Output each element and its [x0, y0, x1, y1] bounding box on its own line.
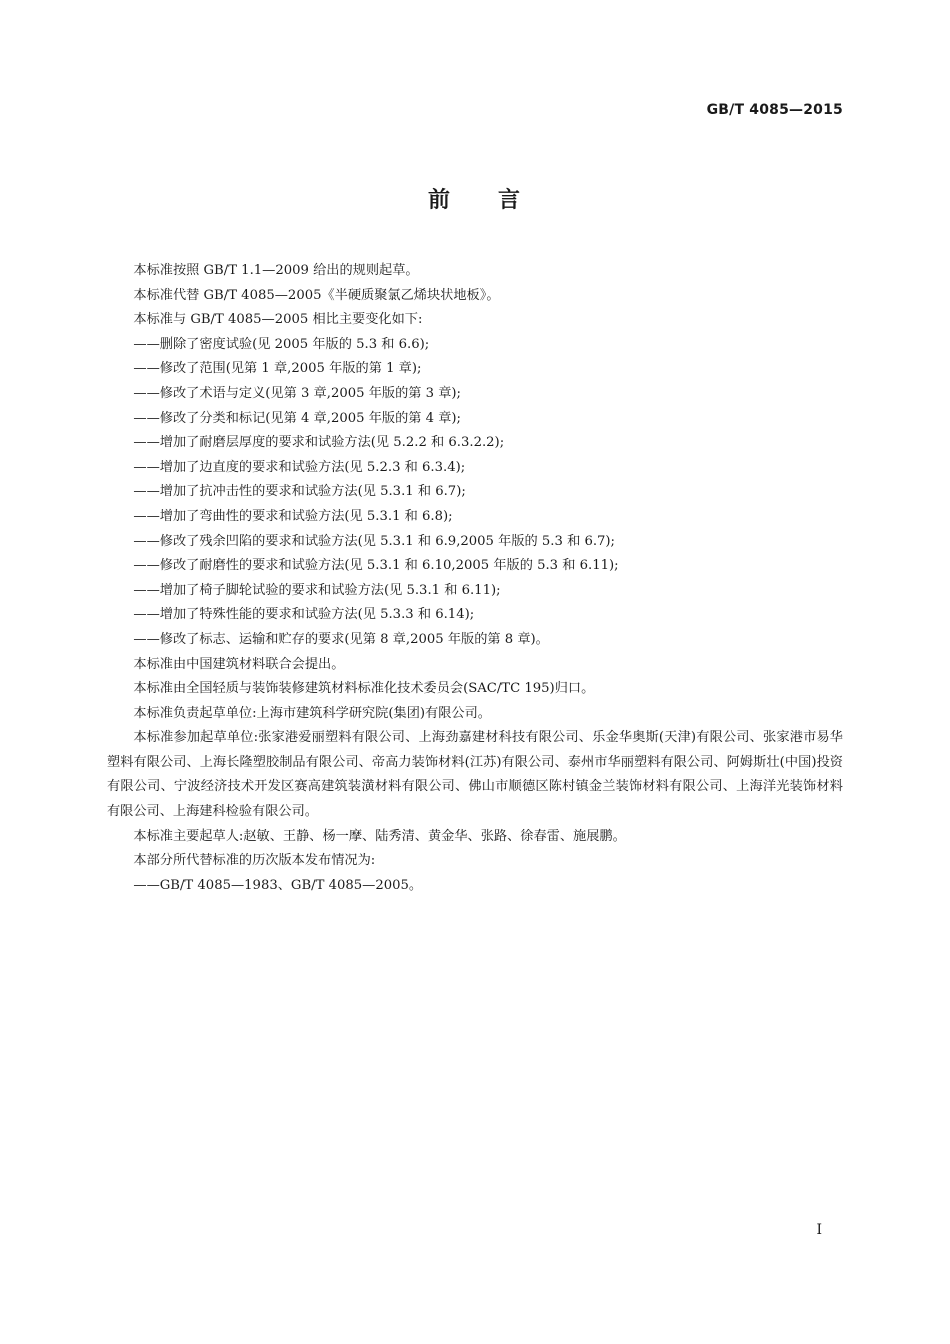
change-item: ——修改了范围(见第 1 章,2005 年版的第 1 章); [133, 361, 422, 377]
change-item: ——修改了标志、运输和贮存的要求(见第 8 章,2005 年版的第 8 章)。 [133, 631, 549, 647]
title-char-1: 前 [427, 188, 452, 213]
page-number: I [816, 1222, 822, 1238]
page-title [0, 183, 950, 214]
paragraph-lead-drafter: 本标准负责起草单位:上海市建筑科学研究院(集团)有限公司。 [133, 705, 491, 721]
standard-number: GB/T 4085—2015 [706, 102, 843, 118]
paragraph-participating-drafters: 本标准参加起草单位:张家港爱丽塑料有限公司、上海劲嘉建材科技有限公司、乐金华奥斯(天津)有限公司、张家港市易华塑料有限公司、上海长隆塑胶制品有限公司、帝高力装饰材料(江苏)有限公司、泰州市华丽塑料有限公司、阿姆斯壮(中国)投资有限公司、宁波经济技术开发区赛高建筑装潢材料有限公司、佛山市顺德区陈村镇金兰装饰材料有限公司、上海洋光装饰材料有限公司、上海建科检验有限公司。 [107, 730, 843, 820]
foreword-body [107, 259, 843, 898]
change-item: ——修改了分类和标记(见第 4 章,2005 年版的第 4 章); [133, 410, 461, 426]
paragraph-changes-intro: 本标准与 GB/T 4085—2005 相比主要变化如下: [133, 312, 423, 328]
change-item: ——增加了边直度的要求和试验方法(见 5.2.3 和 6.3.4); [133, 459, 466, 475]
change-item: ——增加了耐磨层厚度的要求和试验方法(见 5.2.2 和 6.3.2.2); [133, 435, 505, 451]
change-item: ——删除了密度试验(见 2005 年版的 5.3 和 6.6); [133, 336, 430, 352]
paragraph-replaces: 本标准代替 GB/T 4085—2005《半硬质聚氯乙烯块状地板》。 [133, 287, 500, 303]
change-item: ——修改了术语与定义(见第 3 章,2005 年版的第 3 章); [133, 385, 461, 401]
change-item: ——修改了耐磨性的要求和试验方法(见 5.3.1 和 6.10,2005 年版的 5.3 和 6.11); [133, 558, 619, 574]
paragraph-main-drafters: 本标准主要起草人:赵敏、王静、杨一摩、陆秀清、黄金华、张路、徐春雷、施展鹏。 [133, 828, 626, 844]
change-item: ——增加了弯曲性的要求和试验方法(见 5.3.1 和 6.8); [133, 508, 453, 524]
history-item: ——GB/T 4085—1983、GB/T 4085—2005。 [133, 877, 423, 893]
paragraph-drafting-rules: 本标准按照 GB/T 1.1—2009 给出的规则起草。 [133, 263, 419, 278]
paragraph-history-intro: 本部分所代替标准的历次版本发布情况为: [133, 853, 376, 869]
change-item: ——增加了椅子脚轮试验的要求和试验方法(见 5.3.1 和 6.11); [133, 582, 501, 598]
change-item: ——修改了残余凹陷的要求和试验方法(见 5.3.1 和 6.9,2005 年版的 5.3 和 6.7); [133, 533, 616, 549]
paragraph-technical-committee: 本标准由全国轻质与装饰装修建筑材料标准化技术委员会(SAC/TC 195)归口。 [133, 681, 595, 697]
change-item: ——增加了特殊性能的要求和试验方法(见 5.3.3 和 6.14); [133, 607, 475, 623]
title-char-2: 言 [498, 188, 523, 213]
paragraph-proposed-by: 本标准由中国建筑材料联合会提出。 [133, 656, 345, 672]
change-item: ——增加了抗冲击性的要求和试验方法(见 5.3.1 和 6.7); [133, 484, 466, 500]
